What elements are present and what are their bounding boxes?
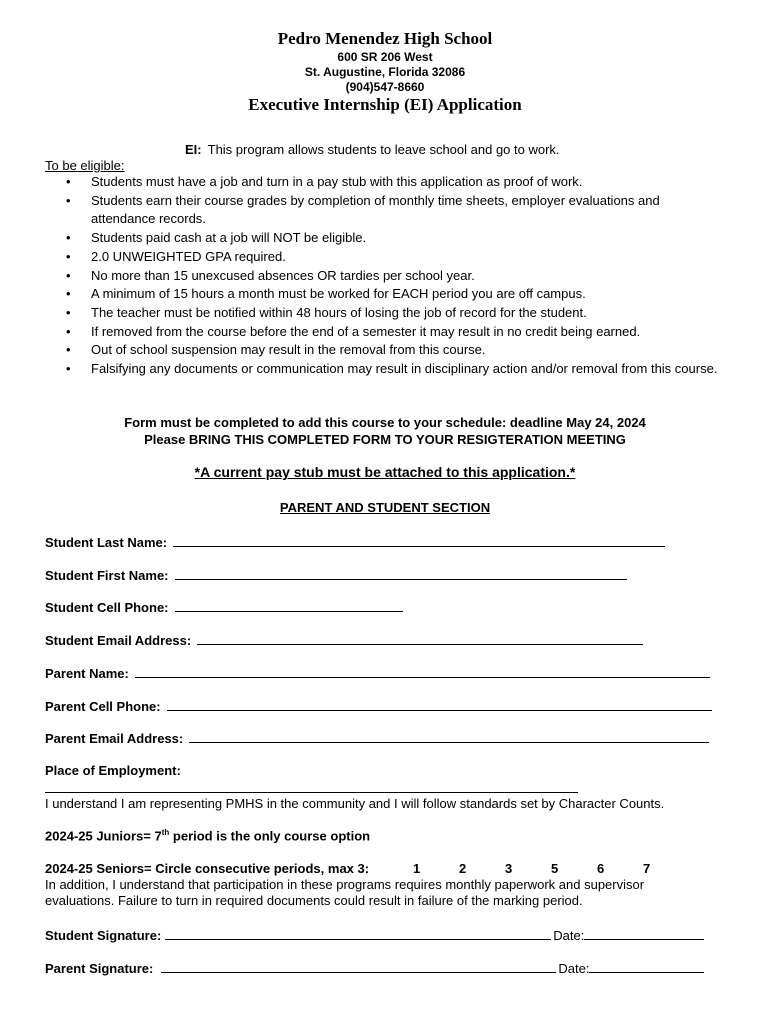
list-item: • 2.0 UNWEIGHTED GPA required. [0,248,720,267]
bullet-icon: • [66,304,71,320]
parent-email-label: Parent Email Address: [45,731,184,746]
parent-signature-label: Parent Signature: [45,961,154,976]
student-cell-field[interactable] [175,599,403,612]
bullet-icon: • [66,323,71,339]
address-line2: St. Augustine, Florida 32086 [304,65,466,79]
bullet-icon: • [66,192,71,208]
juniors-option: 2024-25 Juniors= 7th period is the only course option [45,828,371,844]
school-phone: (904)547-8660 [345,80,425,94]
parent-signature-row [45,960,704,976]
address-line1: 600 SR 206 West [337,50,433,64]
student-cell-label: Student Cell Phone: [45,600,169,615]
list-item: • Students must have a job and turn in a pay stub with this application as proof of work. [0,173,720,192]
seniors-label: 2024-25 Seniors= Circle consecutive periods, max 3: [45,861,370,876]
period-option-1[interactable]: 1 [413,861,421,876]
character-statement: I understand I am representing PMHS in the community and I will follow standards set by Character Counts. [45,796,665,811]
parent-date-label: Date: [558,961,590,976]
ei-label: EI: [185,142,202,157]
deadline-notice: Form must be completed to add this course to your schedule: deadline May 24, 2024 [124,415,646,430]
parent-cell-row [45,698,712,714]
period-option-2[interactable]: 2 [459,861,467,876]
eligible-heading: To be eligible: [45,158,125,173]
parent-email-field[interactable] [189,730,709,743]
ei-description [185,142,560,157]
bullet-icon: • [66,248,71,264]
eligibility-list [0,173,720,379]
student-last-name-label: Student Last Name: [45,535,168,550]
bring-form-notice: Please BRING THIS COMPLETED FORM TO YOUR RESIGTERATION MEETING [144,432,626,447]
list-item: • Falsifying any documents or communication may result in disciplinary action and/or removal from this course. [0,360,720,379]
student-last-name-field[interactable] [173,534,665,547]
student-signature-row [45,927,704,943]
period-option-7[interactable]: 7 [643,861,651,876]
parent-signature-field[interactable] [161,960,556,973]
bullet-icon: • [66,267,71,283]
list-item: • A minimum of 15 hours a month must be worked for EACH period you are off campus. [0,285,720,304]
student-date-label: Date: [553,928,585,943]
parent-email-row [45,730,709,746]
student-signature-field[interactable] [165,927,551,940]
parent-date-field[interactable] [589,960,704,973]
parent-cell-label: Parent Cell Phone: [45,699,161,714]
list-item: • Students earn their course grades by completion of monthly time sheets, employer evaluations and attendance records. [66,192,660,227]
participation-line2: evaluations. Failure to turn in required documents could result in failure of the marking period. [45,893,583,908]
parent-name-row [45,665,710,681]
list-item: • No more than 15 unexcused absences OR tardies per school year. [0,267,720,286]
student-email-row [45,632,643,648]
student-email-label: Student Email Address: [45,633,192,648]
student-first-name-label: Student First Name: [45,568,169,583]
student-cell-row [45,599,403,615]
student-email-field[interactable] [197,632,643,645]
pay-stub-notice: *A current pay stub must be attached to this application.* [194,464,576,480]
list-item: • The teacher must be notified within 48 hours of losing the job of record for the student. [0,304,720,323]
form-title: Executive Internship (EI) Application [248,95,522,114]
student-signature-label: Student Signature: [45,928,162,943]
bullet-icon: • [66,286,71,302]
student-last-name-row [45,534,665,550]
school-name: Pedro Menendez High School [277,29,493,48]
list-item: • Out of school suspension may result in the removal from this course. [0,341,720,360]
list-item: • If removed from the course before the end of a semester it may result in no credit being earned. [0,323,720,342]
employment-label: Place of Employment: [45,763,181,778]
seniors-option [45,861,689,876]
parent-name-field[interactable] [135,665,710,678]
bullet-icon: • [66,230,71,246]
period-option-5[interactable]: 5 [551,861,559,876]
bullet-icon: • [66,342,71,358]
ei-text: This program allows students to leave school and go to work. [207,142,560,157]
parent-cell-field[interactable] [167,698,712,711]
student-date-field[interactable] [584,927,704,940]
participation-line1: In addition, I understand that participation in these programs requires monthly paperwork and supervisor [45,877,645,892]
bullet-icon: • [66,174,71,189]
student-first-name-field[interactable] [175,567,627,580]
list-item: • Students paid cash at a job will NOT be eligible. [0,229,720,248]
period-option-6[interactable]: 6 [597,861,605,876]
student-first-name-row [45,567,627,583]
employment-field[interactable] [45,792,578,793]
period-option-3[interactable]: 3 [505,861,513,876]
parent-name-label: Parent Name: [45,666,129,681]
section-title: PARENT AND STUDENT SECTION [279,500,491,515]
bullet-icon: • [66,361,71,377]
